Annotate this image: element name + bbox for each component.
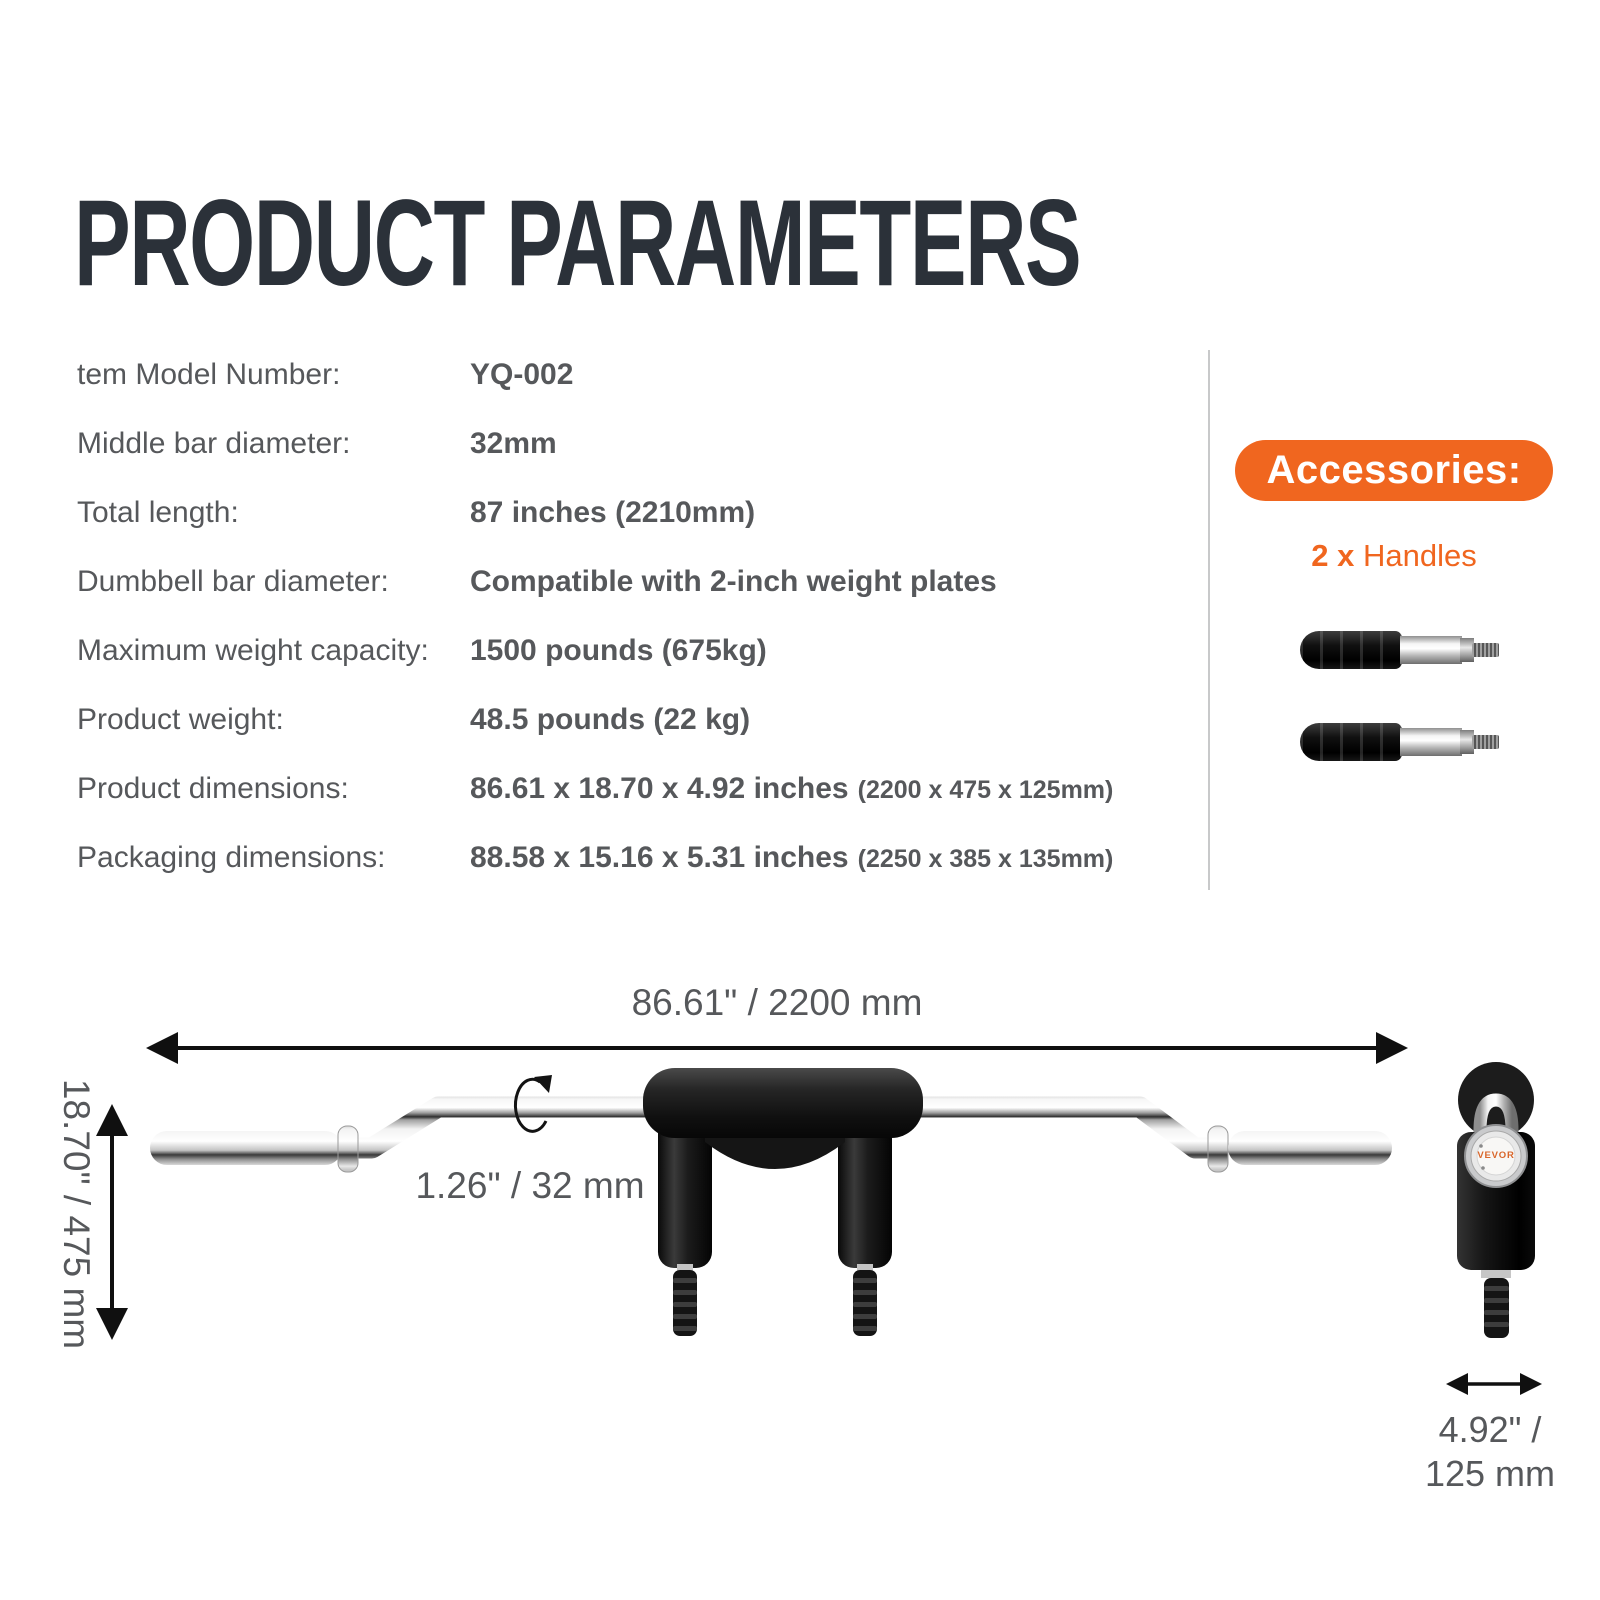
threaded-stud-left [673,1264,697,1336]
handle-shaft [1400,728,1462,756]
handle-threaded-stud [1472,643,1499,657]
right-collar [1208,1126,1228,1172]
end-view-connector [1481,1270,1511,1278]
handle-grip [1300,723,1402,761]
spec-label: Maximum weight capacity: [77,634,429,667]
handle-grip [1300,631,1402,669]
left-collar [338,1126,358,1172]
spec-row-middle-bar-diameter [77,427,1187,471]
center-pad [643,1068,923,1138]
height-dimension [56,1079,128,1349]
spec-value: 32mm [470,427,557,460]
pad-post-left [658,1116,712,1268]
arrow-right-icon [1376,1032,1408,1064]
spec-row-product-weight [77,703,1187,747]
spec-value: 86.61 x 18.70 x 4.92 inches [470,772,849,805]
arrow-left-icon [1446,1373,1468,1395]
end-width-label-line1: 4.92" / [1438,1409,1542,1450]
accessories-quantity: 2 x [1311,538,1355,573]
spec-row-total-length [77,496,1187,540]
left-sleeve [150,1131,342,1165]
spec-row-product-dimensions [77,772,1187,816]
accessories-badge-label: Accessories: [1266,448,1522,492]
end-cap-screw [1479,1144,1483,1148]
brand-logo: VEVOR [1477,1150,1515,1161]
accessories-quantity-line [1235,538,1553,574]
dimension-diagram [0,940,1600,1600]
spec-label: Product weight: [77,703,284,736]
arrow-up-icon [96,1104,128,1136]
handle-shaft [1400,636,1462,664]
handle-threaded-stud [1472,735,1499,749]
spec-label: Dumbbell bar diameter: [77,565,389,598]
end-cap-screw [1481,1166,1485,1170]
right-sleeve [1228,1131,1392,1165]
accessories-item: Handles [1354,538,1477,573]
bar-side-view [150,1068,1392,1336]
spec-value-metric: (2250 x 385 x 135mm) [857,845,1114,873]
length-dimension-label: 86.61" / 2200 mm [631,982,923,1023]
spec-row-packaging-dimensions [77,841,1187,885]
arrow-down-icon [96,1308,128,1340]
height-dimension-label: 18.70" / 475 mm [56,1078,97,1350]
spec-label: Total length: [77,496,239,529]
spec-label: Product dimensions: [77,772,349,805]
end-width-dimension [1425,1373,1555,1494]
arrow-right-icon [1520,1373,1542,1395]
spec-row-max-weight [77,634,1187,678]
threaded-stud-right [853,1264,877,1336]
arrow-left-icon [146,1032,178,1064]
spec-label: Packaging dimensions: [77,841,386,874]
length-dimension [146,982,1408,1064]
spec-label: tem Model Number: [77,358,341,391]
bar-diameter-label: 1.26" / 32 mm [415,1165,645,1206]
spec-value-metric: (2200 x 475 x 125mm) [857,776,1114,804]
page-title: PRODUCT PARAMETERS [74,174,1081,312]
handle-image-2 [1300,722,1500,762]
vertical-divider [1208,350,1210,890]
accessories-badge [1235,440,1553,501]
end-width-label-line2: 125 mm [1424,1453,1556,1494]
spec-value: 88.58 x 15.16 x 5.31 inches [470,841,849,874]
pad-post-right [838,1116,892,1268]
spec-value: 87 inches (2210mm) [470,496,756,529]
spec-label: Middle bar diameter: [77,427,351,460]
end-view-threaded-stud [1484,1278,1509,1338]
spec-value: Compatible with 2-inch weight plates [470,565,997,598]
handle-image-1 [1300,630,1500,670]
spec-value: YQ-002 [470,358,574,391]
spec-row-model [77,358,1187,402]
spec-row-dumbbell-bar-diameter [77,565,1187,609]
bar-end-view [1457,1062,1535,1338]
spec-value: 48.5 pounds (22 kg) [470,703,751,736]
spec-value: 1500 pounds (675kg) [470,634,767,667]
